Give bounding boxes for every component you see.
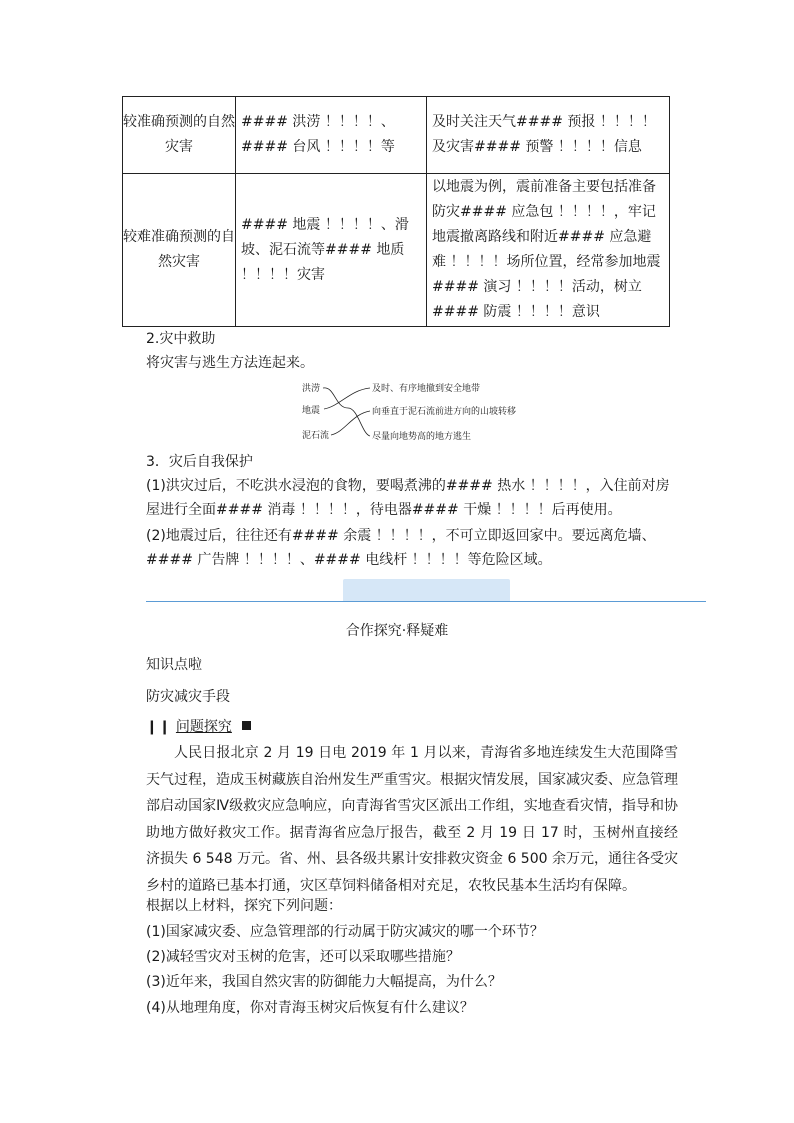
knowledge-label: 知识点啦 xyxy=(146,657,202,673)
divider xyxy=(146,601,706,602)
disaster-examples-cell: #### 地震 ！！！！、滑坡、泥石流等#### 地质 ！！！！灾害 xyxy=(236,174,427,327)
disaster-examples-cell: #### 洪涝 ！！！！、#### 台风 ！！！！等 xyxy=(236,97,427,174)
banner-tab xyxy=(343,579,510,601)
question-item: (1)国家减灾委、应急管理部的行动属于防灾减灾的哪一个环节？ xyxy=(146,924,544,940)
table-row xyxy=(123,174,670,327)
connecting-line xyxy=(331,411,370,435)
paragraph: (1)洪灾过后，不吃洪水浸泡的食物，要喝煮沸的#### 热水 ！！！！，入住前对房屋进行全面#### 消毒 ！！！！，待电器#### 干燥 ！！！！后再使用。 xyxy=(146,478,670,518)
question-item: (3)近年来，我国自然灾害的防御能力大幅提高，为什么？ xyxy=(146,974,502,990)
bar-marker: ❙❙ xyxy=(146,719,172,735)
matching-diagram xyxy=(290,378,550,446)
exploration-label: 问题探究 xyxy=(175,719,232,735)
disaster-type-cell: 较难准确预测的自然灾害 xyxy=(123,174,236,327)
right-item: 尽量向地势高的地方逃生 xyxy=(372,432,472,442)
right-item: 向垂直于泥石流前进方向的山坡转移 xyxy=(372,407,517,417)
table-row xyxy=(123,97,670,174)
right-item: 及时、有序地撤到安全地带 xyxy=(372,384,481,394)
square-icon xyxy=(242,721,251,730)
questions-intro: 根据以上材料，探究下列问题： xyxy=(146,898,342,914)
left-item: 地震 xyxy=(302,406,321,416)
disaster-prevention-table xyxy=(122,96,670,327)
left-item: 洪涝 xyxy=(302,384,321,394)
connecting-line xyxy=(323,388,370,436)
section-heading: 2.灾中救助 xyxy=(146,331,216,347)
exploration-heading xyxy=(146,716,251,736)
question-item: (2)减轻雪灾对玉树的危害，还可以采取哪些措施？ xyxy=(146,949,460,965)
section-heading: 3．灾后自我保护 xyxy=(146,454,253,470)
disaster-type-cell: 较准确预测的自然灾害 xyxy=(123,97,236,174)
material-paragraph: 人民日报北京 2 月 19 日电 2019 年 1 月以来，青海省多地连续发生大范围降雪天气过程，造成玉树藏族自治州发生严重雪灾。根据灾情发展，国家减灾委、应急管理部启动国家Ⅳ级救灾应急响应，向青海省雪灾区派出工作组，实地查看灾情，指导和协助地方做好救灾工作。据青海省应急厅报告，截至 2 月 19 日 17 时，玉树州直接经济损失 6 548 万元。省、州、县各级共累计安排救灾资金 6 500 余万元，通往各受灾乡村的道路已基本打通，灾区草饲料储备相对充足，农牧民基本生活均有保障。 xyxy=(146,745,678,894)
section-title: 合作探究·释疑难 xyxy=(345,623,449,639)
prevention-measures-cell: 及时关注天气#### 预报 ！！！！及灾害#### 预警 ！！！！信息 xyxy=(427,97,670,174)
question-item: (4)从地理角度，你对青海玉树灾后恢复有什么建议？ xyxy=(146,1000,474,1016)
prevention-measures-cell: 以地震为例，震前准备主要包括准备防灾#### 应急包 ！！！！，牢记地震撤离路线和附近#### 应急避难 ！！！！场所位置，经常参加地震#### 演习 ！！！！活动，树立#### 防震 ！！！！意识 xyxy=(427,174,670,327)
topic-title: 防灾减灾手段 xyxy=(146,689,230,705)
matching-instruction: 将灾害与逃生方法连起来。 xyxy=(146,355,314,371)
left-item: 泥石流 xyxy=(302,431,330,441)
paragraph: (2)地震过后，往往还有#### 余震 ！！！！，不可立即返回家中。要远离危墙、#### 广告牌 ！！！！、#### 电线杆 ！！！！等危险区域。 xyxy=(146,528,656,568)
